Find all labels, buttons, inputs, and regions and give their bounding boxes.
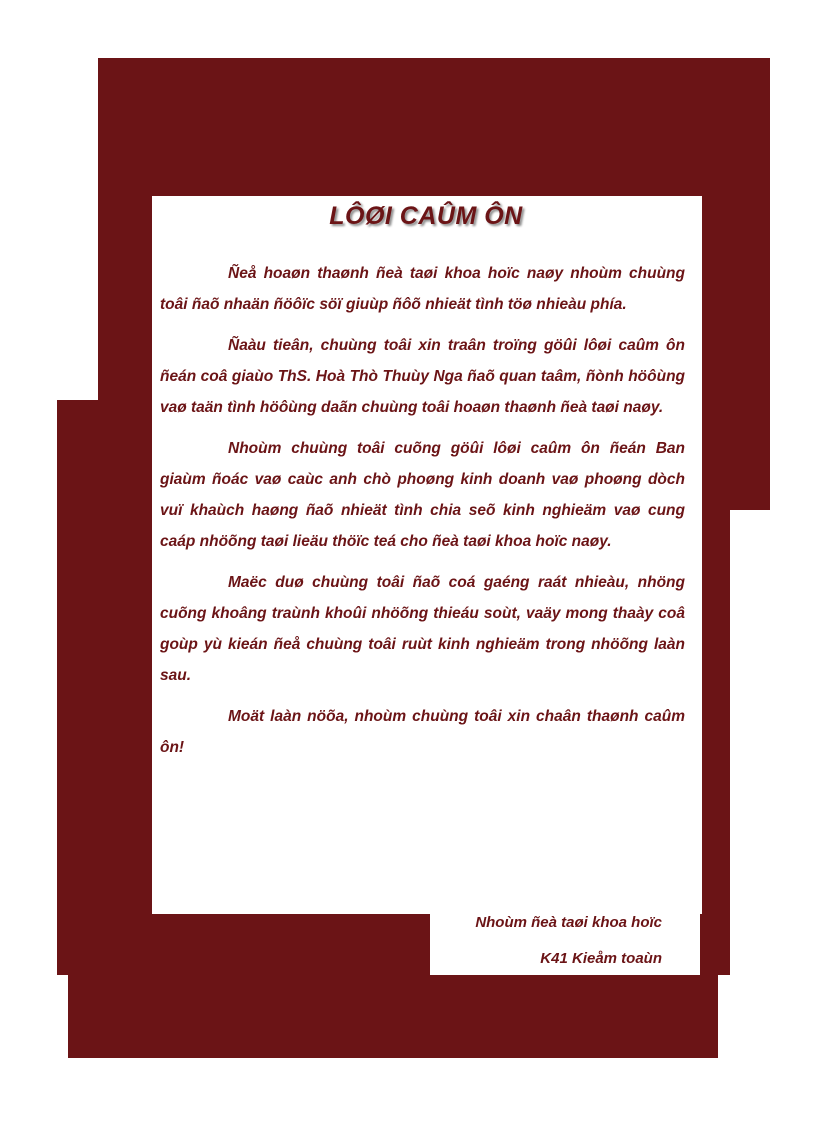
signature-block [430,905,662,977]
page-title: LÔØI CAÛM ÔN [329,202,523,230]
paragraph: Maëc duø chuùng toâi ñaõ coá gaéng raát nhieàu, nhöng cuõng khoâng traùnh khoûi nhöõng thieáu soùt, vaäy mong thaày coâ goùp yù kieán ñeå chuùng toâi ruùt kinh nghieäm trong nhöõng laàn sau. [160,574,685,684]
paragraph: Moät laàn nöõa, nhoùm chuùng toâi xin chaân thaønh caûm ôn! [160,708,685,756]
paragraph: Ñeå hoaøn thaønh ñeà taøi khoa hoïc naøy nhoùm chuùng toâi ñaõ nhaän ñöôïc söï giuùp ñôõ nhieät tình töø nhieàu phía. [160,265,685,313]
letter-body [160,258,685,773]
paragraph: Ñaàu tieân, chuùng toâi xin traân troïng göûi lôøi caûm ôn ñeán coâ giaùo ThS. Hoà Thò Thuùy Nga ñaõ quan taâm, ñònh höôùng vaø taän tình höôùng daãn chuùng toâi hoaøn thaønh ñeà taøi naøy. [160,337,685,416]
signature-group: Nhoùm ñeà taøi khoa hoïc [475,914,662,931]
signature-class: K41 Kieåm toaùn [540,950,662,967]
paragraph: Nhoùm chuùng toâi cuõng göûi lôøi caûm ôn ñeán Ban giaùm ñoác vaø caùc anh chò phoøng kinh doanh vaø phoøng dòch vuï khaùch haøng ñaõ nhieät tình chia seõ kinh nghieäm vaø cung caáp nhöõng taøi lieäu thöïc teá cho ñeà taøi khoa hoïc naøy. [160,440,685,550]
